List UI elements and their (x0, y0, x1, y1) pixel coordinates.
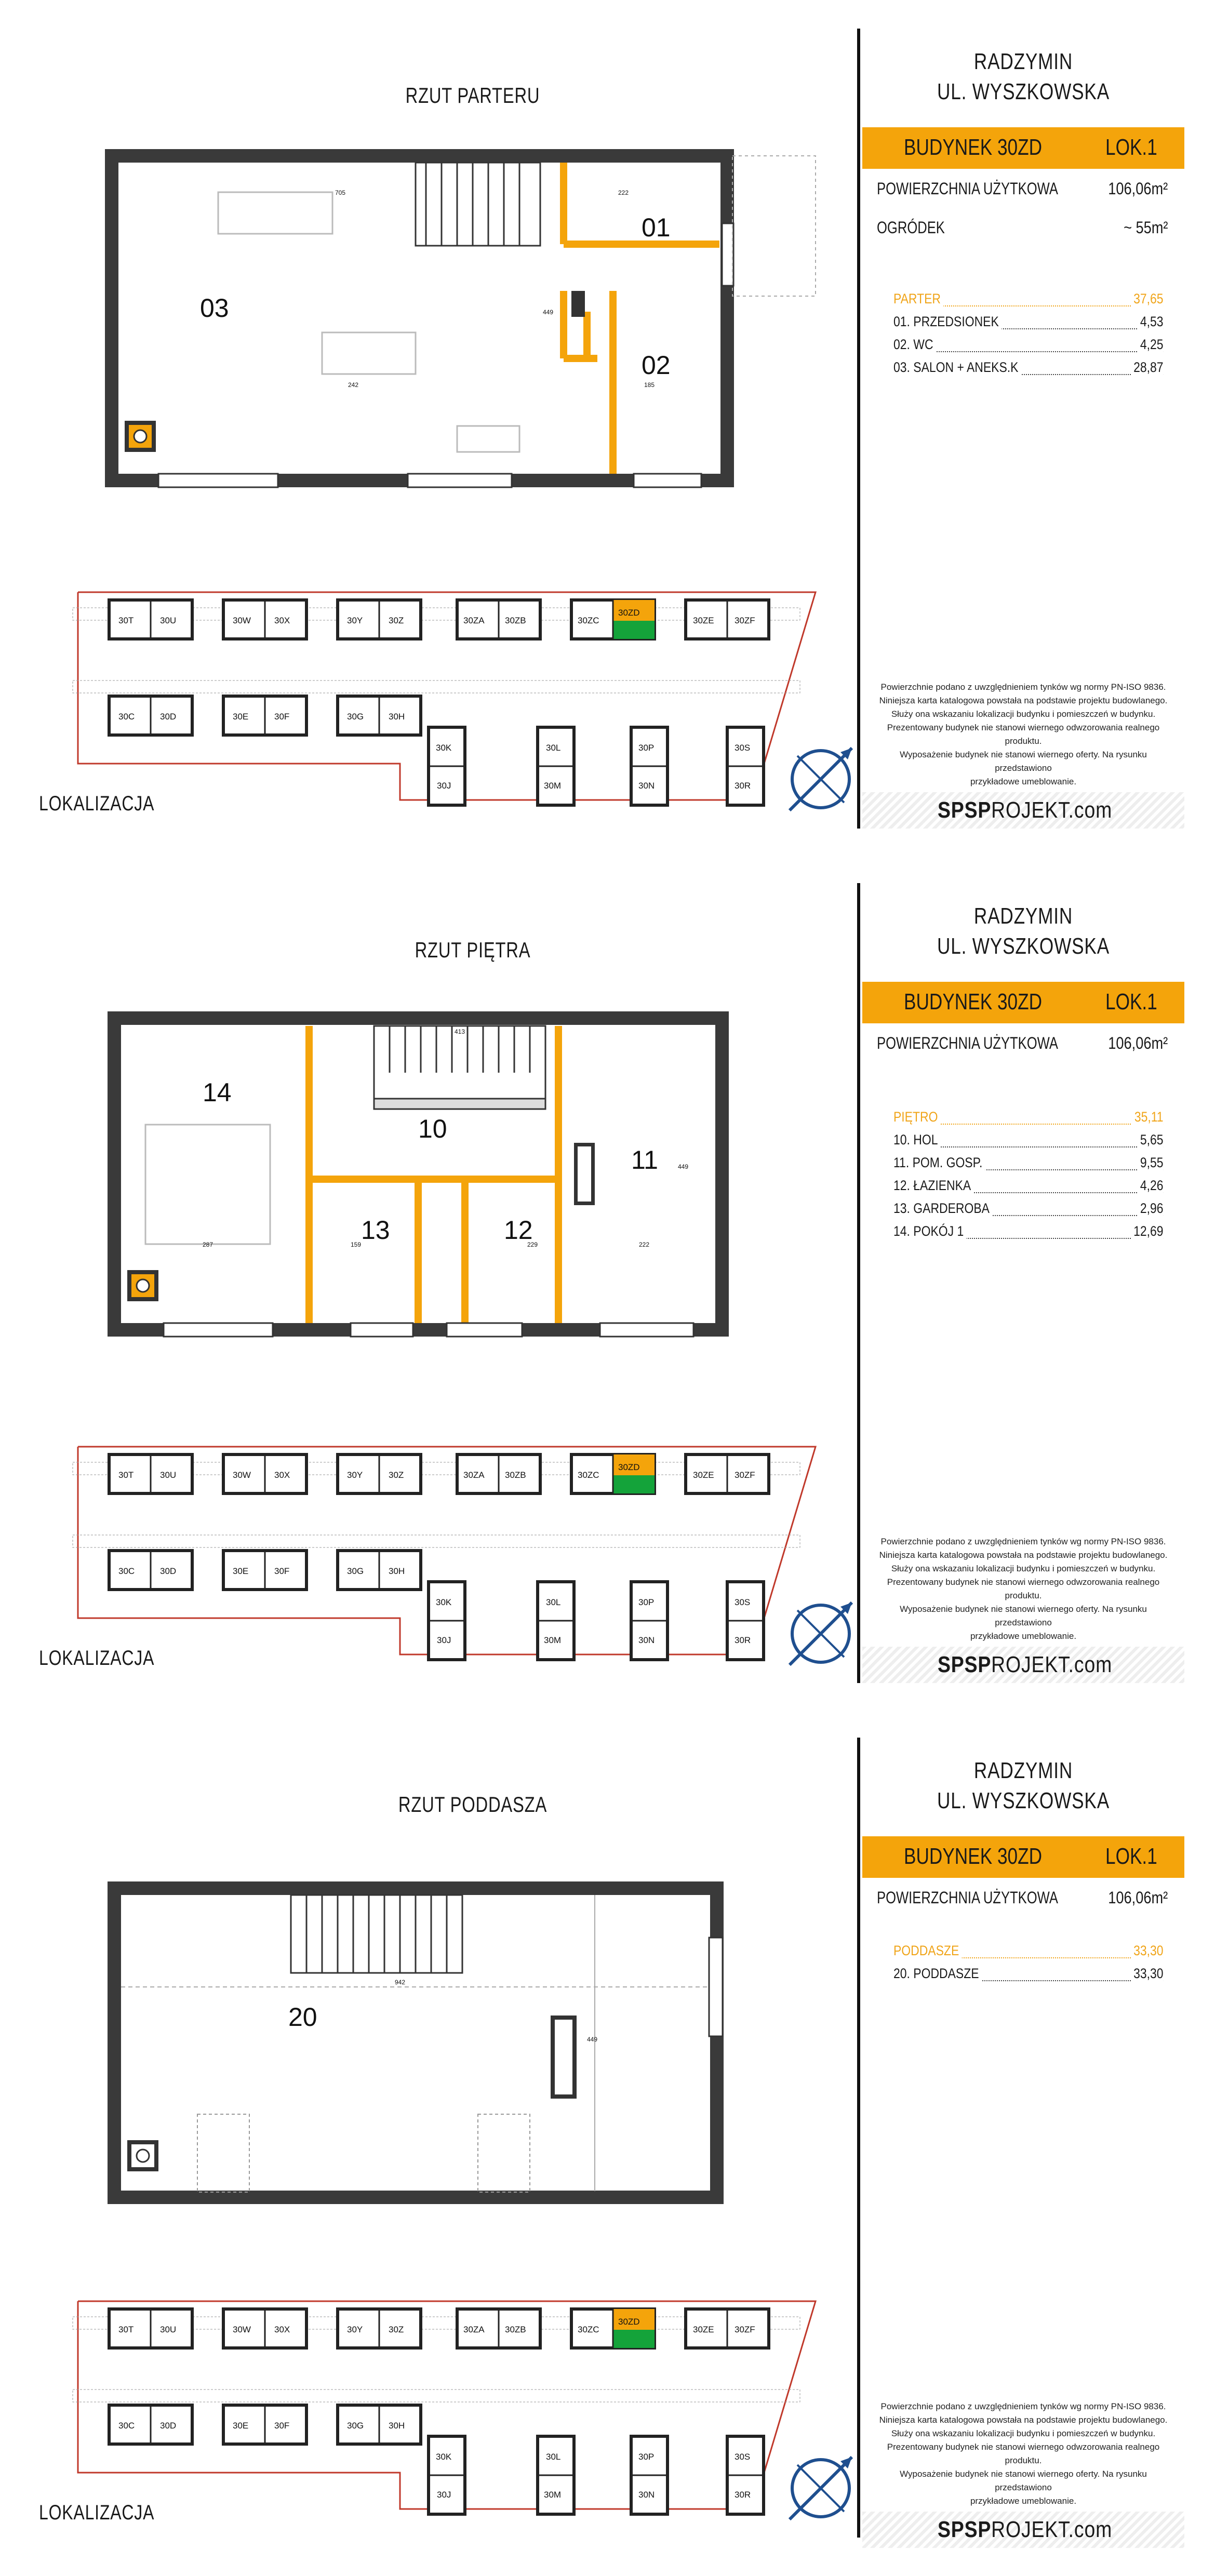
compass-icon (790, 1603, 852, 1665)
room-row (893, 337, 1164, 359)
dim-label: 413 (455, 1028, 465, 1035)
site-unit: 30ZE (693, 2325, 714, 2334)
site-top-row (109, 2309, 769, 2348)
floor-name: PARTER (893, 291, 943, 307)
city-name: RADZYMIN (973, 49, 1073, 74)
note-line: Prezentowany budynek nie stanowi wiernego odwzorowania realnego produktu. (887, 723, 1160, 746)
site-unit: 30ZB (505, 2325, 526, 2334)
note-line: Służy ona wskazaniu lokalizacji budynku i pomieszczeń w budynku. (891, 709, 1156, 719)
room-area: 9,55 (1138, 1155, 1164, 1171)
site-top-row (109, 600, 769, 639)
note-line: Wyposażenie budynek nie stanowi wiernego oferty. Na rysunku przedstawiono (900, 750, 1147, 773)
city-name: RADZYMIN (973, 903, 1073, 929)
room-name: 02. WC (893, 337, 936, 353)
divider (857, 1738, 860, 2538)
site-unit: 30ZF (735, 616, 755, 625)
dim-label: 942 (395, 1979, 406, 1986)
floor-total: 37,65 (1131, 291, 1164, 307)
dim-label: 242 (348, 381, 359, 389)
sheet-pietro (0, 855, 1215, 1696)
site-unit: 30N (638, 2490, 655, 2500)
note-line: przykładowe umeblowanie. (970, 2496, 1077, 2506)
site-unit: 30Y (347, 616, 363, 625)
site-unit: 30ZB (505, 1470, 526, 1480)
site-unit-highlight: 30ZD (618, 608, 640, 618)
dim-label: 222 (639, 1241, 650, 1248)
brand-logo (862, 2512, 1184, 2548)
room-area: 2,96 (1138, 1200, 1164, 1217)
room-name: 12. ŁAZIENKA (893, 1178, 973, 1194)
usable-area-value: 106,06m² (1108, 1034, 1168, 1052)
site-unit: 30ZC (578, 1470, 599, 1480)
note-line: Niniejsza karta katalogowa powstała na podstawie projektu budowlanego. (879, 696, 1168, 705)
floor-plan-poddasze (31, 1709, 758, 2125)
room-name: 03. SALON + ANEKS.K (893, 359, 1021, 376)
disclaimer (873, 680, 1174, 789)
garden-value: ~ 55m² (1123, 218, 1168, 237)
note-line: przykładowe umeblowanie. (970, 1631, 1077, 1641)
usable-area-label: POWIERZCHNIA UŻYTKOWA (877, 1888, 1058, 1907)
room-label: 01 (642, 213, 671, 242)
site-columns (429, 727, 764, 805)
note-line: Wyposażenie budynek nie stanowi wiernego oferty. Na rysunku przedstawiono (900, 1604, 1147, 1627)
site-unit: 30Y (347, 1470, 363, 1480)
dim-label: 222 (618, 189, 629, 196)
site-unit: 30R (735, 1635, 751, 1645)
room-row (893, 1178, 1164, 1200)
site-unit: 30C (118, 1566, 135, 1576)
room-label: 03 (200, 293, 229, 323)
site-unit: 30D (160, 2421, 177, 2431)
street-name: UL. WYSZKOWSKA (937, 1788, 1110, 1813)
disclaimer (873, 1535, 1174, 1643)
info-panel (862, 855, 1184, 1696)
site-unit: 30J (437, 2490, 451, 2500)
room-row (893, 1200, 1164, 1223)
room-row (893, 1966, 1164, 1988)
site-unit: 30E (233, 1566, 249, 1576)
note-line: Służy ona wskazaniu lokalizacji budynku i pomieszczeń w budynku. (891, 1564, 1156, 1573)
room-list (893, 1943, 1164, 1988)
site-unit: 30ZB (505, 616, 526, 625)
site-unit: 30G (347, 712, 364, 722)
site-unit: 30G (347, 2421, 364, 2431)
brand-light: ROJEKT (991, 2517, 1069, 2542)
site-unit: 30X (274, 1470, 290, 1480)
location-label: LOKALIZACJA (39, 792, 155, 815)
usable-area-label: POWIERZCHNIA UŻYTKOWA (877, 1034, 1058, 1052)
note-line: Niniejsza karta katalogowa powstała na podstawie projektu budowlanego. (879, 1550, 1168, 1560)
room-label: 14 (203, 1078, 232, 1107)
site-unit: 30F (274, 1566, 290, 1576)
unit-label: LOK.1 (1105, 135, 1157, 160)
building-bar (862, 982, 1184, 1023)
site-unit: 30J (437, 781, 451, 791)
dim-label: 159 (351, 1241, 362, 1248)
site-unit: 30C (118, 2421, 135, 2431)
site-unit: 30Z (389, 1470, 404, 1480)
info-panel (862, 0, 1184, 842)
info-panel (862, 1709, 1184, 2551)
site-unit: 30K (436, 1597, 452, 1607)
floor-total: 35,11 (1132, 1109, 1164, 1125)
brand-logo (862, 1647, 1184, 1683)
room-area: 4,25 (1138, 337, 1164, 353)
plan-title: RZUT PIĘTRA (415, 938, 531, 962)
site-plan (31, 2286, 836, 2530)
brand-suffix: .com (1068, 2517, 1113, 2542)
brand-suffix: .com (1068, 1652, 1113, 1677)
floor-name: PIĘTRO (893, 1109, 941, 1125)
brand-bold: SPSP (938, 2517, 992, 2542)
site-unit: 30L (546, 1597, 561, 1607)
room-area: 5,65 (1138, 1132, 1164, 1148)
room-label: 12 (504, 1216, 533, 1245)
site-unit: 30K (436, 2452, 452, 2462)
floor-total-row (893, 291, 1164, 314)
plan-area (31, 0, 836, 842)
site-unit: 30ZE (693, 616, 714, 625)
garden-label: OGRÓDEK (877, 218, 945, 237)
site-unit: 30E (233, 712, 249, 722)
city-block (894, 901, 1152, 962)
site-unit: 30N (638, 1635, 655, 1645)
floor-total-row (893, 1109, 1164, 1132)
dim-label: 449 (678, 1163, 689, 1170)
site-unit: 30P (638, 743, 655, 753)
site-unit: 30T (118, 1470, 134, 1480)
site-unit: 30G (347, 1566, 364, 1576)
site-unit: 30ZA (463, 1470, 485, 1480)
room-list (893, 291, 1164, 382)
dim-label: 287 (203, 1241, 213, 1248)
plan-area (31, 1709, 836, 2551)
site-unit: 30R (735, 781, 751, 791)
site-unit: 30Z (389, 616, 404, 625)
room-area: 28,87 (1131, 359, 1164, 376)
room-row (893, 359, 1164, 382)
brand-bold: SPSP (938, 1652, 992, 1677)
site-unit: 30W (233, 616, 251, 625)
floor-plan-pietro (31, 855, 758, 1270)
note-line: Wyposażenie budynek nie stanowi wiernego oferty. Na rysunku przedstawiono (900, 2469, 1147, 2492)
site-unit: 30M (544, 2490, 562, 2500)
brand-suffix: .com (1068, 797, 1113, 823)
site-columns (429, 2436, 764, 2514)
site-unit: 30L (546, 743, 561, 753)
site-unit: 30S (735, 743, 751, 753)
room-label: 20 (288, 2003, 317, 2032)
room-area: 33,30 (1131, 1966, 1164, 1982)
site-unit: 30U (160, 2325, 177, 2334)
note-line: Służy ona wskazaniu lokalizacji budynku i pomieszczeń w budynku. (891, 2428, 1156, 2438)
site-unit: 30H (389, 2421, 405, 2431)
site-unit-highlight: 30ZD (618, 1462, 640, 1472)
room-label: 02 (642, 351, 671, 380)
site-unit: 30Z (389, 2325, 404, 2334)
site-columns (429, 1582, 764, 1660)
site-unit: 30ZC (578, 2325, 599, 2334)
building-label: BUDYNEK 30ZD (904, 1844, 1043, 1869)
site-unit: 30D (160, 1566, 177, 1576)
note-line: Prezentowany budynek nie stanowi wiernego odwzorowania realnego produktu. (887, 1577, 1160, 1600)
floor-total: 33,30 (1131, 1943, 1164, 1959)
site-unit: 30K (436, 743, 452, 753)
room-name: 01. PRZEDSIONEK (893, 314, 1002, 330)
note-line: Niniejsza karta katalogowa powstała na podstawie projektu budowlanego. (879, 2415, 1168, 2425)
dim-label: 449 (587, 2036, 598, 2043)
dim-label: 449 (543, 309, 554, 316)
compass-icon (790, 748, 852, 810)
site-unit: 30P (638, 1597, 655, 1607)
site-unit: 30J (437, 1635, 451, 1645)
site-unit: 30X (274, 2325, 290, 2334)
room-label: 13 (361, 1216, 390, 1245)
site-unit: 30H (389, 712, 405, 722)
floor-name: PODDASZE (893, 1943, 962, 1959)
building-bar (862, 127, 1184, 169)
site-unit: 30ZF (735, 2325, 755, 2334)
room-row (893, 1155, 1164, 1178)
location-label: LOKALIZACJA (39, 2501, 155, 2524)
location-label: LOKALIZACJA (39, 1647, 155, 1670)
site-unit: 30S (735, 2452, 751, 2462)
brand-light: ROJEKT (991, 1652, 1069, 1677)
usable-area-value: 106,06m² (1108, 179, 1168, 198)
site-unit: 30Y (347, 2325, 363, 2334)
room-area: 4,53 (1138, 314, 1164, 330)
room-row (893, 1223, 1164, 1246)
site-unit: 30P (638, 2452, 655, 2462)
site-unit: 30U (160, 616, 177, 625)
building-label: BUDYNEK 30ZD (904, 989, 1043, 1015)
street-name: UL. WYSZKOWSKA (937, 79, 1110, 104)
city-block (894, 1756, 1152, 1816)
site-unit: 30H (389, 1566, 405, 1576)
divider (857, 883, 860, 1683)
site-unit: 30F (274, 712, 290, 722)
site-plan (31, 577, 836, 821)
divider (857, 29, 860, 829)
disclaimer (873, 2400, 1174, 2508)
sheet-poddasze (0, 1709, 1215, 2551)
site-bottom-row (109, 1551, 421, 1590)
note-line: przykładowe umeblowanie. (970, 777, 1077, 786)
city-name: RADZYMIN (973, 1758, 1073, 1783)
building-label: BUDYNEK 30ZD (904, 135, 1043, 160)
note-line: Powierzchnie podano z uwzględnieniem tynków wg normy PN-ISO 9836. (880, 1537, 1166, 1546)
site-unit: 30ZE (693, 1470, 714, 1480)
site-unit: 30N (638, 781, 655, 791)
site-unit: 30T (118, 616, 134, 625)
room-name: 13. GARDEROBA (893, 1200, 992, 1217)
room-row (893, 314, 1164, 337)
usable-area-label: POWIERZCHNIA UŻYTKOWA (877, 179, 1058, 198)
site-unit: 30L (546, 2452, 561, 2462)
site-unit: 30W (233, 2325, 251, 2334)
site-unit: 30U (160, 1470, 177, 1480)
compass-icon (790, 2457, 852, 2519)
room-label: 10 (418, 1114, 447, 1143)
site-unit: 30S (735, 1597, 751, 1607)
site-unit: 30M (544, 781, 562, 791)
room-name: 10. HOL (893, 1132, 941, 1148)
note-line: Powierzchnie podano z uwzględnieniem tynków wg normy PN-ISO 9836. (880, 682, 1166, 692)
plan-title: RZUT PODDASZA (398, 1792, 548, 1817)
room-name: 14. POKÓJ 1 (893, 1223, 966, 1239)
plan-title: RZUT PARTERU (405, 83, 540, 108)
unit-label: LOK.1 (1105, 1844, 1157, 1869)
site-top-row (109, 1454, 769, 1493)
site-unit: 30ZA (463, 616, 485, 625)
site-unit: 30F (274, 2421, 290, 2431)
room-label: 11 (631, 1145, 658, 1174)
site-unit: 30T (118, 2325, 134, 2334)
unit-label: LOK.1 (1105, 989, 1157, 1015)
city-block (894, 47, 1152, 107)
floor-plan-parter (31, 0, 758, 416)
brand-light: ROJEKT (991, 797, 1069, 823)
site-unit: 30X (274, 616, 290, 625)
site-unit: 30D (160, 712, 177, 722)
dim-label: 185 (644, 381, 655, 389)
note-line: Powierzchnie podano z uwzględnieniem tynków wg normy PN-ISO 9836. (880, 2401, 1166, 2411)
usable-area-value: 106,06m² (1108, 1888, 1168, 1907)
sheet-parter (0, 0, 1215, 842)
site-unit: 30E (233, 2421, 249, 2431)
site-unit-highlight: 30ZD (618, 2317, 640, 2327)
dim-label: 229 (527, 1241, 538, 1248)
site-bottom-row (109, 2405, 421, 2444)
site-unit: 30C (118, 712, 135, 722)
site-plan (31, 1431, 836, 1675)
room-name: 11. POM. GOSP. (893, 1155, 985, 1171)
room-row (893, 1132, 1164, 1155)
site-unit: 30ZF (735, 1470, 755, 1480)
brand-logo (862, 792, 1184, 829)
site-bottom-row (109, 696, 421, 735)
floor-total-row (893, 1943, 1164, 1966)
room-list (893, 1109, 1164, 1246)
site-unit: 30R (735, 2490, 751, 2500)
building-bar (862, 1836, 1184, 1878)
dim-label: 705 (335, 189, 346, 196)
brand-bold: SPSP (938, 797, 992, 823)
room-area: 4,26 (1138, 1178, 1164, 1194)
site-unit: 30M (544, 1635, 562, 1645)
room-name: 20. PODDASZE (893, 1966, 982, 1982)
site-unit: 30ZC (578, 616, 599, 625)
note-line: Prezentowany budynek nie stanowi wiernego odwzorowania realnego produktu. (887, 2442, 1160, 2465)
site-unit: 30ZA (463, 2325, 485, 2334)
room-area: 12,69 (1131, 1223, 1164, 1239)
plan-area (31, 855, 836, 1696)
street-name: UL. WYSZKOWSKA (937, 933, 1110, 959)
site-unit: 30W (233, 1470, 251, 1480)
